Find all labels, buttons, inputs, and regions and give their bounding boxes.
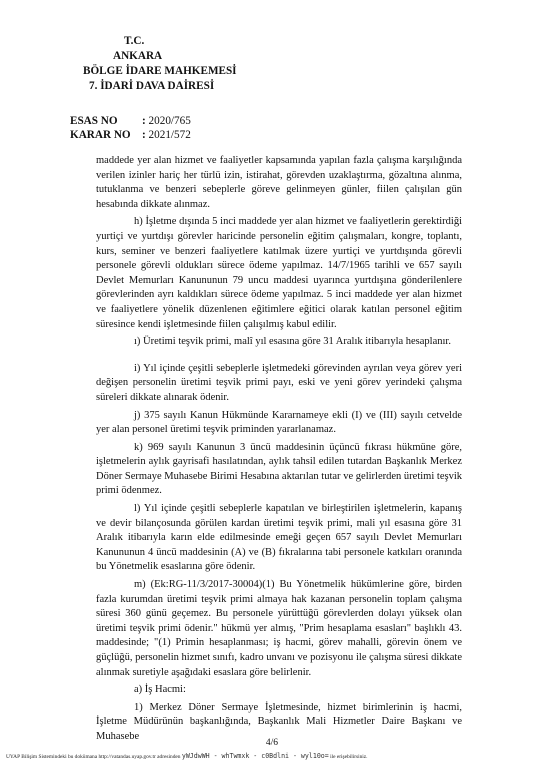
karar-no-value: 2021/572 [148, 129, 191, 141]
footer-suffix: ile erişebilirsiniz. [330, 754, 368, 760]
paragraph-1: 1) Merkez Döner Sermaye İşletmesinde, hizmet birimlerinin iş hacmi, İşletme Müdürünün başkanlığında, Başkanlık Mali Hizmetler Daire Başkanı ve Muhasebe [96, 701, 462, 742]
paragraph-h: h) İşletme dışında 5 inci maddede yer alan hizmet ve faaliyetlerin gerektirdiği yurtiçi ve yurtdışı görevler haricinde personelin eğitim çalışmaları, kongre, toplantı, kurs, seminer ve benzeri faaliyetlere katılmak üzere yurtiçi ve yurtdışında görevli personele görevli oldukları sürece ödeme yapılmaz. 14/7/1965 tarihli ve 657 sayılı Devlet Memurları Kanununun 79 uncu maddesi uyarınca yurtdışına gönderilenlere görevlerinden ayrı kaldıkları sürece ödeme yapılmaz. 5 inci maddede yer alan hizmet ve faaliyetlere yönelik düzenlenen eğitimlere eğitici olarak katılan personel eğitim süresince kendi işletmesinde fiilen çalışılmış kabul edilir. [96, 216, 462, 330]
paragraph-l: l) Yıl içinde çeşitli sebeplerle kapatılan ve birleştirilen işletmelerin, kapanış ve devir bilançosunda görülen kardan üretimi teşvik primi, mali yıl esasına göre 31 Aralık itibarıyla karın elde edilmesinde emeği geçen 657 sayılı Devlet Memurları Kanununun 4 üncü maddesinin (A) ve (B) fıkralarına tabi personele katkıları oranında bu Yönetmelik esaslarına göre ödenir. [96, 503, 462, 573]
karar-no-line: KARAR NO : 2021/572 [70, 129, 191, 141]
footer-verification-code: yWJdwWH - whTwmxk - c0Bdlni - wyl10o= [181, 752, 329, 760]
uyap-footer [6, 752, 538, 761]
esas-no-value: 2020/765 [148, 115, 191, 127]
footer-text: UYAP Bilişim Sistemindeki bu dokümana http://vatandas.uyap.gov.tr adresinden [6, 754, 181, 760]
paragraph-m: m) (Ek:RG-11/3/2017-30004)(1) Bu Yönetmelik hükümlerine göre, birden fazla kurumdan üretimi teşvik primi almaya hak kazanan personelin toplam çalışma süresi 360 günü geçemez. Bu personele yürüttüğü görevlerden dolayı yüksek olan üretimi teşvik primi ödenir." hükmü yer almış, "Prim hesaplama esasları" başlıklı 43. maddesinde; "(1) Primin hesaplanması; iş hacmi, görev mahalli, görevin önem ve güçlüğü, personelin hizmet sınıfı, kadro unvanı ve pozisyonu ile çalışma süresi dikkate alınmak suretiyle aşağıdaki esaslara göre belirlenir. [96, 579, 462, 678]
paragraph-i: i) Yıl içinde çeşitli sebeplerle işletmedeki görevinden ayrılan veya görev yeri değişen personelin üretimi teşvik primi payı, eski ve yeni görev yerindeki çalışma süreleri dikkate alınarak ödenir. [96, 362, 462, 403]
page-number: 4/6 [265, 738, 279, 748]
header-city: ANKARA [113, 50, 163, 62]
document-body [96, 154, 462, 748]
paragraph-j: j) 375 sayılı Kanun Hükmünde Kararnameye ekli (I) ve (III) sayılı cetvelde yer alan personel üretimi teşvik priminden yararlanamaz. [96, 409, 462, 436]
header-chamber: 7. İDARİ DAVA DAİRESİ [89, 80, 215, 92]
paragraph-continuation: maddede yer alan hizmet ve faaliyetler kapsamında yapılan fazla çalışma karşılığında verilen izinler hariç her türlü izin, istirahat, görevden uzaklaştırma, gözaltına alınma, tutuklanma ve benzeri sebeplerle göreve gelinmeyen günler, fiilen çalışılan gün hesabında dikkate alınmaz. [96, 155, 462, 210]
paragraph-k: k) 969 sayılı Kanunun 3 üncü maddesinin üçüncü fıkrası hükmüne göre, işletmelerin aylık gayrisafi hasılatından, aylık tahsil edilen tutardan Başkanlık Merkez Döner Sermaye Muhasebe Birimi Hesabına aktarılan tutar ve gelirlerden üretimi teşvik primi ödenmez. [96, 441, 462, 497]
header-court: BÖLGE İDARE MAHKEMESİ [83, 65, 237, 77]
header-tc: T.C. [124, 35, 145, 47]
paragraph-i-dotless: ı) Üretimi teşvik primi, malî yıl esasına göre 31 Aralık itibarıyla hesaplanır. [134, 336, 451, 348]
paragraph-a: a) İş Hacmi: [134, 684, 186, 696]
karar-no-label: KARAR NO [70, 129, 131, 141]
esas-no-line: ESAS NO : 2020/765 [70, 115, 191, 127]
esas-no-label: ESAS NO [70, 115, 118, 127]
